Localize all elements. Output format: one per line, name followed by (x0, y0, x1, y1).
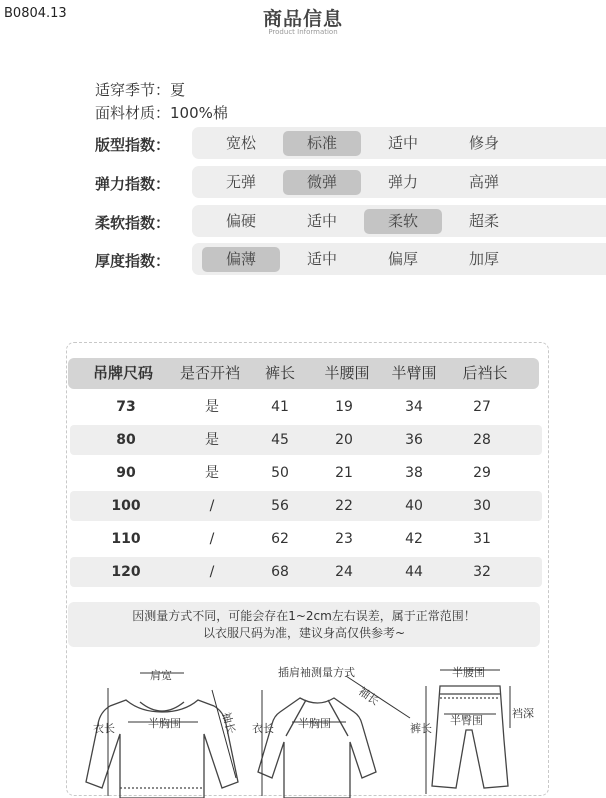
table-cell: 是 (205, 432, 219, 448)
table-cell: 56 (271, 498, 289, 514)
product-code: B0804.13 (4, 6, 67, 21)
index-track (192, 166, 606, 198)
raglan-title: 插肩袖测量方式 (278, 666, 355, 679)
pants-rise-label: 裆深 (512, 707, 534, 720)
index-option: 高弹 (468, 173, 499, 191)
season-value: 夏 (170, 81, 186, 99)
index-option-selected: 标准 (283, 131, 361, 156)
table-cell: 32 (473, 564, 491, 580)
material-label: 面料材质： (95, 104, 171, 122)
index-label: 柔软指数： (95, 214, 171, 232)
index-option-selected: 柔软 (364, 209, 442, 234)
index-option: 适中 (387, 134, 418, 152)
table-cell: 42 (405, 531, 423, 547)
index-option: 加厚 (468, 250, 499, 268)
table-cell: 110 (111, 531, 141, 547)
index-option: 偏硬 (225, 212, 256, 230)
table-row (70, 425, 542, 455)
column-header: 裤长 (264, 364, 295, 382)
table-cell: 68 (271, 564, 289, 580)
table-cell: 120 (111, 564, 141, 580)
material-info (95, 102, 228, 123)
column-header: 半臂围 (391, 364, 437, 382)
pants-outline-icon (432, 686, 508, 788)
pants-hip-label: 半臀围 (450, 714, 483, 727)
table-cell: 是 (205, 399, 219, 415)
table-row (70, 392, 542, 422)
table-cell: 62 (271, 531, 289, 547)
note-line-1: 因测量方式不同，可能会存在1~2cm左右误差，属于正常范围！ (132, 609, 476, 623)
table-cell: 29 (473, 465, 491, 481)
index-label: 弹力指数： (95, 175, 171, 193)
index-track (192, 205, 606, 237)
table-cell: / (209, 498, 215, 514)
table-cell: / (209, 564, 215, 580)
table-cell: 28 (473, 432, 491, 448)
shoulder-label: 肩宽 (150, 669, 172, 682)
column-header: 后裆长 (462, 364, 508, 382)
sweater-chest-label: 半胸围 (148, 717, 181, 730)
index-option: 偏厚 (387, 250, 418, 268)
table-row (70, 557, 542, 587)
table-cell: 44 (405, 564, 423, 580)
table-cell: 73 (116, 399, 136, 415)
index-option: 无弹 (225, 173, 256, 191)
table-cell: 41 (271, 399, 289, 415)
table-cell: 45 (271, 432, 289, 448)
column-header: 半腰围 (324, 364, 370, 382)
page-subtitle: Product Information (268, 28, 338, 36)
season-label: 适穿季节： (95, 81, 171, 99)
season-info (95, 79, 185, 100)
table-cell: 23 (335, 531, 353, 547)
index-option: 超柔 (468, 212, 499, 230)
index-option-selected: 微弹 (283, 170, 361, 195)
raglan-outline-icon (258, 698, 376, 798)
table-cell: 19 (335, 399, 353, 415)
index-option: 修身 (468, 134, 499, 152)
table-cell: 27 (473, 399, 491, 415)
index-option: 弹力 (387, 173, 418, 191)
note-line-2: 以衣服尺码为准，建议身高仅供参考~ (202, 626, 406, 640)
table-cell: 20 (335, 432, 353, 448)
table-cell: 38 (405, 465, 423, 481)
table-cell: 是 (205, 465, 219, 481)
material-value: 100%棉 (170, 104, 228, 122)
table-cell: 100 (111, 498, 141, 514)
index-track (192, 243, 606, 275)
size-table-header (68, 358, 539, 389)
index-track (192, 127, 606, 159)
raglan-chest-label: 半胸围 (298, 717, 331, 730)
index-option: 适中 (306, 250, 337, 268)
table-cell: 80 (116, 432, 136, 448)
sweater-length-label: 衣长 (93, 722, 115, 735)
table-cell: 36 (405, 432, 423, 448)
table-cell: 90 (116, 465, 136, 481)
index-option: 适中 (306, 212, 337, 230)
table-cell: 50 (271, 465, 289, 481)
table-cell: 31 (473, 531, 491, 547)
column-header: 是否开裆 (179, 364, 240, 382)
table-cell: 34 (405, 399, 423, 415)
raglan-length-label: 衣长 (252, 722, 274, 735)
index-label: 版型指数： (95, 136, 171, 154)
sweater-sleeve-label: 袖长 (219, 710, 238, 736)
table-cell: 30 (473, 498, 491, 514)
column-header: 吊牌尺码 (92, 364, 153, 382)
page-title: 商品信息 (262, 8, 343, 30)
table-cell: 21 (335, 465, 353, 481)
table-row (70, 458, 542, 488)
measurement-note (68, 602, 540, 647)
table-cell: / (209, 531, 215, 547)
table-cell: 22 (335, 498, 353, 514)
table-row (70, 524, 542, 554)
pants-length-label: 裤长 (410, 722, 432, 735)
index-option: 宽松 (225, 134, 256, 152)
index-option-selected: 偏薄 (202, 247, 280, 272)
pants-waist-label: 半腰围 (452, 666, 485, 679)
index-label: 厚度指数： (95, 252, 171, 270)
raglan-sleeve-label: 袖长 (355, 684, 382, 709)
table-row (70, 491, 542, 521)
table-cell: 40 (405, 498, 423, 514)
table-cell: 24 (335, 564, 353, 580)
